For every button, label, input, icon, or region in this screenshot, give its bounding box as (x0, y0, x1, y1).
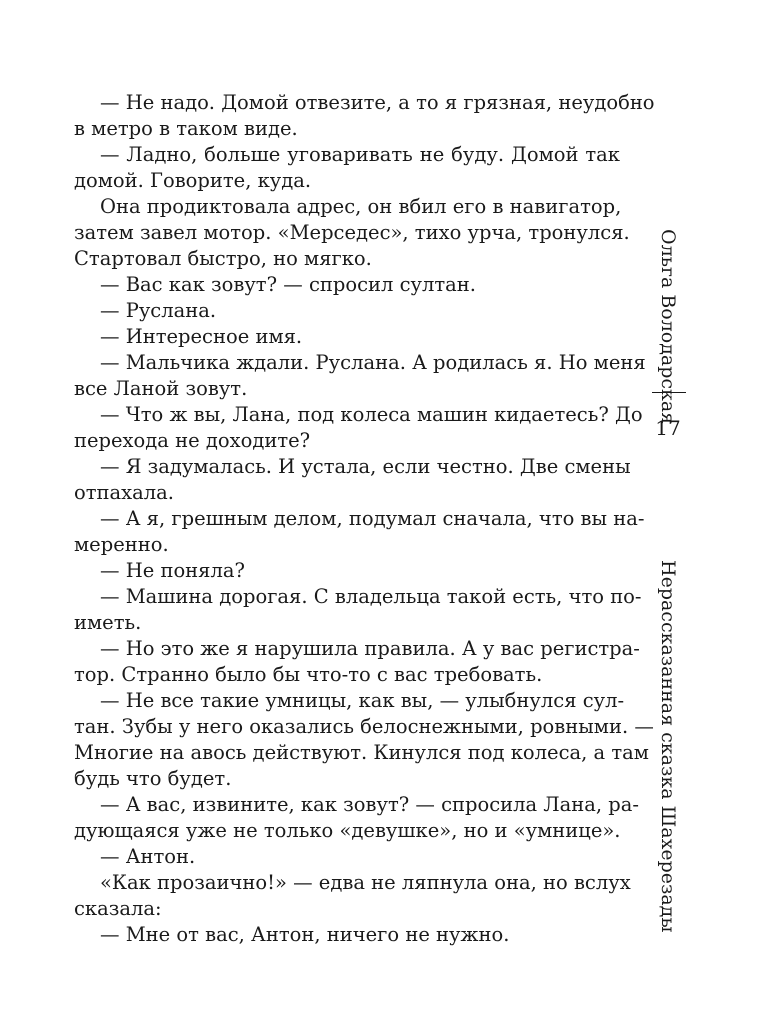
page-number: 17 (655, 416, 681, 440)
text-line: — Я задумалась. И устала, если честно. Две смены (100, 455, 631, 478)
text-line: — Что ж вы, Лана, под колеса машин кидаетесь? До (100, 403, 643, 426)
text-line: — Ладно, больше уговаривать не буду. Домой так (100, 143, 620, 166)
text-line: — Мальчика ждали. Руслана. А родилась я. Но меня (100, 351, 646, 374)
text-line: — Но это же я нарушила правила. А у вас регистра- (100, 637, 640, 660)
text-line: Стартовал быстро, но мягко. (74, 247, 372, 270)
text-line: — А вас, извините, как зовут? — спросила Лана, ра- (100, 793, 639, 816)
text-line: — Машина дорогая. С владельца такой есть, что по- (100, 585, 642, 608)
running-head-author: Ольга Володарская (657, 228, 679, 425)
text-line: — Антон. (100, 845, 196, 868)
text-line: в метро в таком виде. (74, 117, 298, 140)
text-line: тор. Странно было бы что-то с вас требовать. (74, 663, 543, 686)
text-line: тан. Зубы у него оказались белоснежными, ровными. — (74, 715, 654, 738)
text-line: все Ланой зовут. (74, 377, 248, 400)
text-line: — Интересное имя. (100, 325, 303, 348)
text-line: — А я, грешным делом, подумал сначала, что вы на- (100, 507, 645, 530)
text-line: иметь. (74, 611, 142, 634)
text-line: — Не поняла? (100, 559, 245, 582)
running-head-divider (652, 392, 686, 393)
text-line: перехода не доходите? (74, 429, 311, 452)
text-line: затем завел мотор. «Мерседес», тихо урча, тронулся. (74, 221, 630, 244)
text-line: Она продиктовала адрес, он вбил его в навигатор, (100, 195, 622, 218)
text-line: — Мне от вас, Антон, ничего не нужно. (100, 923, 510, 946)
text-line: отпахала. (74, 481, 174, 504)
text-line: сказала: (74, 897, 162, 920)
text-line: — Не все такие умницы, как вы, — улыбнулся сул- (100, 689, 625, 712)
text-line: домой. Говорите, куда. (74, 169, 312, 192)
text-line: дующаяся уже не только «девушке», но и «умнице». (74, 819, 621, 842)
running-head-title: Нерассказанная сказка Шахерезады (657, 560, 679, 933)
text-line: — Вас как зовут? — спросил султан. (100, 273, 476, 296)
text-line: Многие на авось действуют. Кинулся под колеса, а там (74, 741, 649, 764)
text-line: — Руслана. (100, 299, 217, 322)
text-line: «Как прозаично!» — едва не ляпнула она, но вслух (100, 871, 631, 894)
text-line: — Не надо. Домой отвезите, а то я грязная, неудобно (100, 91, 655, 114)
text-line: будь что будет. (74, 767, 232, 790)
running-head (648, 90, 688, 933)
text-line: меренно. (74, 533, 169, 556)
